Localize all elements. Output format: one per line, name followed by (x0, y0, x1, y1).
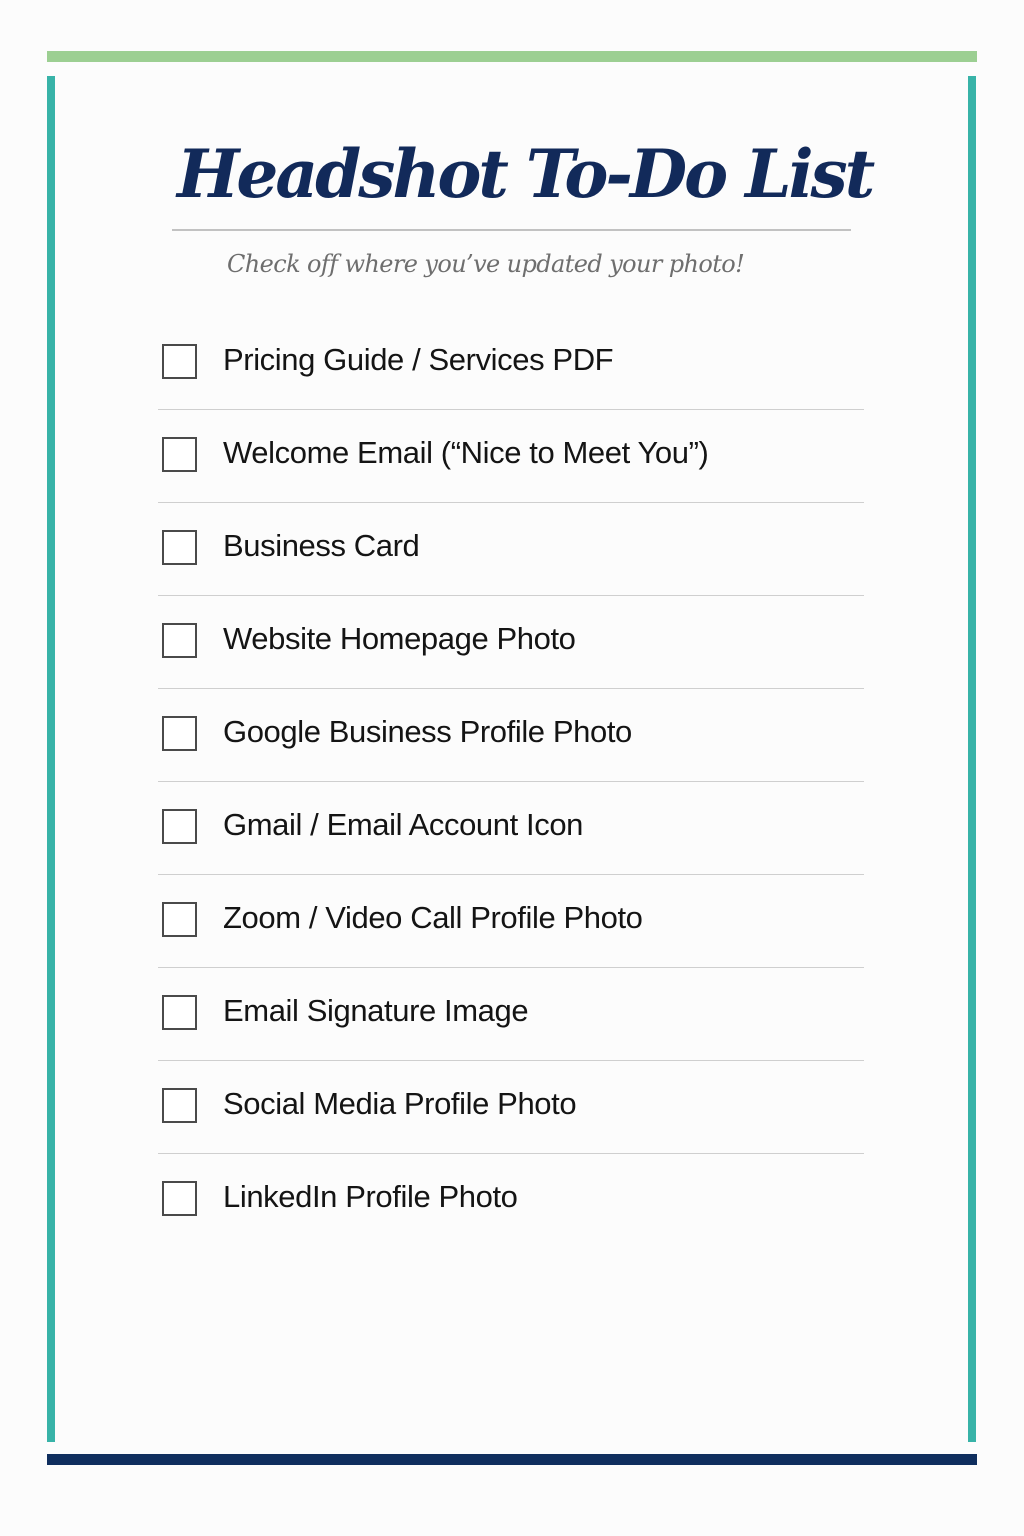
checklist-item-label: Business Card (223, 528, 420, 563)
checklist-item-label: LinkedIn Profile Photo (223, 1179, 518, 1214)
checkbox[interactable] (162, 437, 197, 472)
checkbox[interactable] (162, 1181, 197, 1216)
checklist-item (158, 503, 864, 596)
checklist-item-label: Google Business Profile Photo (223, 714, 632, 749)
checkbox[interactable] (162, 716, 197, 751)
checklist-item (158, 410, 864, 503)
checklist-item-label: Website Homepage Photo (223, 621, 576, 656)
page-subtitle: Check off where you’ve updated your photo! (227, 250, 745, 278)
checklist-item (158, 1154, 864, 1247)
checklist-item (158, 782, 864, 875)
checkbox[interactable] (162, 995, 197, 1030)
checkbox[interactable] (162, 344, 197, 379)
checklist-item (158, 596, 864, 689)
checklist-item (158, 317, 864, 410)
left-accent-bar (47, 76, 55, 1442)
checkbox[interactable] (162, 623, 197, 658)
checkbox[interactable] (162, 902, 197, 937)
top-accent-bar (47, 51, 977, 62)
page-title: Headshot To-Do List (177, 135, 873, 213)
checklist-item-label: Welcome Email (“Nice to Meet You”) (223, 435, 709, 470)
checklist-item-label: Gmail / Email Account Icon (223, 807, 584, 842)
checklist-item (158, 875, 864, 968)
checkbox[interactable] (162, 809, 197, 844)
bottom-accent-bar (47, 1454, 977, 1465)
checkbox[interactable] (162, 1088, 197, 1123)
title-divider (172, 229, 851, 231)
checklist-item-label: Zoom / Video Call Profile Photo (223, 900, 643, 935)
checklist-item-label: Social Media Profile Photo (223, 1086, 577, 1121)
checklist-item-label: Pricing Guide / Services PDF (223, 342, 614, 377)
checkbox[interactable] (162, 530, 197, 565)
checklist-item (158, 689, 864, 782)
checklist-item (158, 968, 864, 1061)
checklist-item (158, 1061, 864, 1154)
right-accent-bar (968, 76, 976, 1442)
todo-checklist (158, 317, 864, 1247)
checklist-item-label: Email Signature Image (223, 993, 529, 1028)
